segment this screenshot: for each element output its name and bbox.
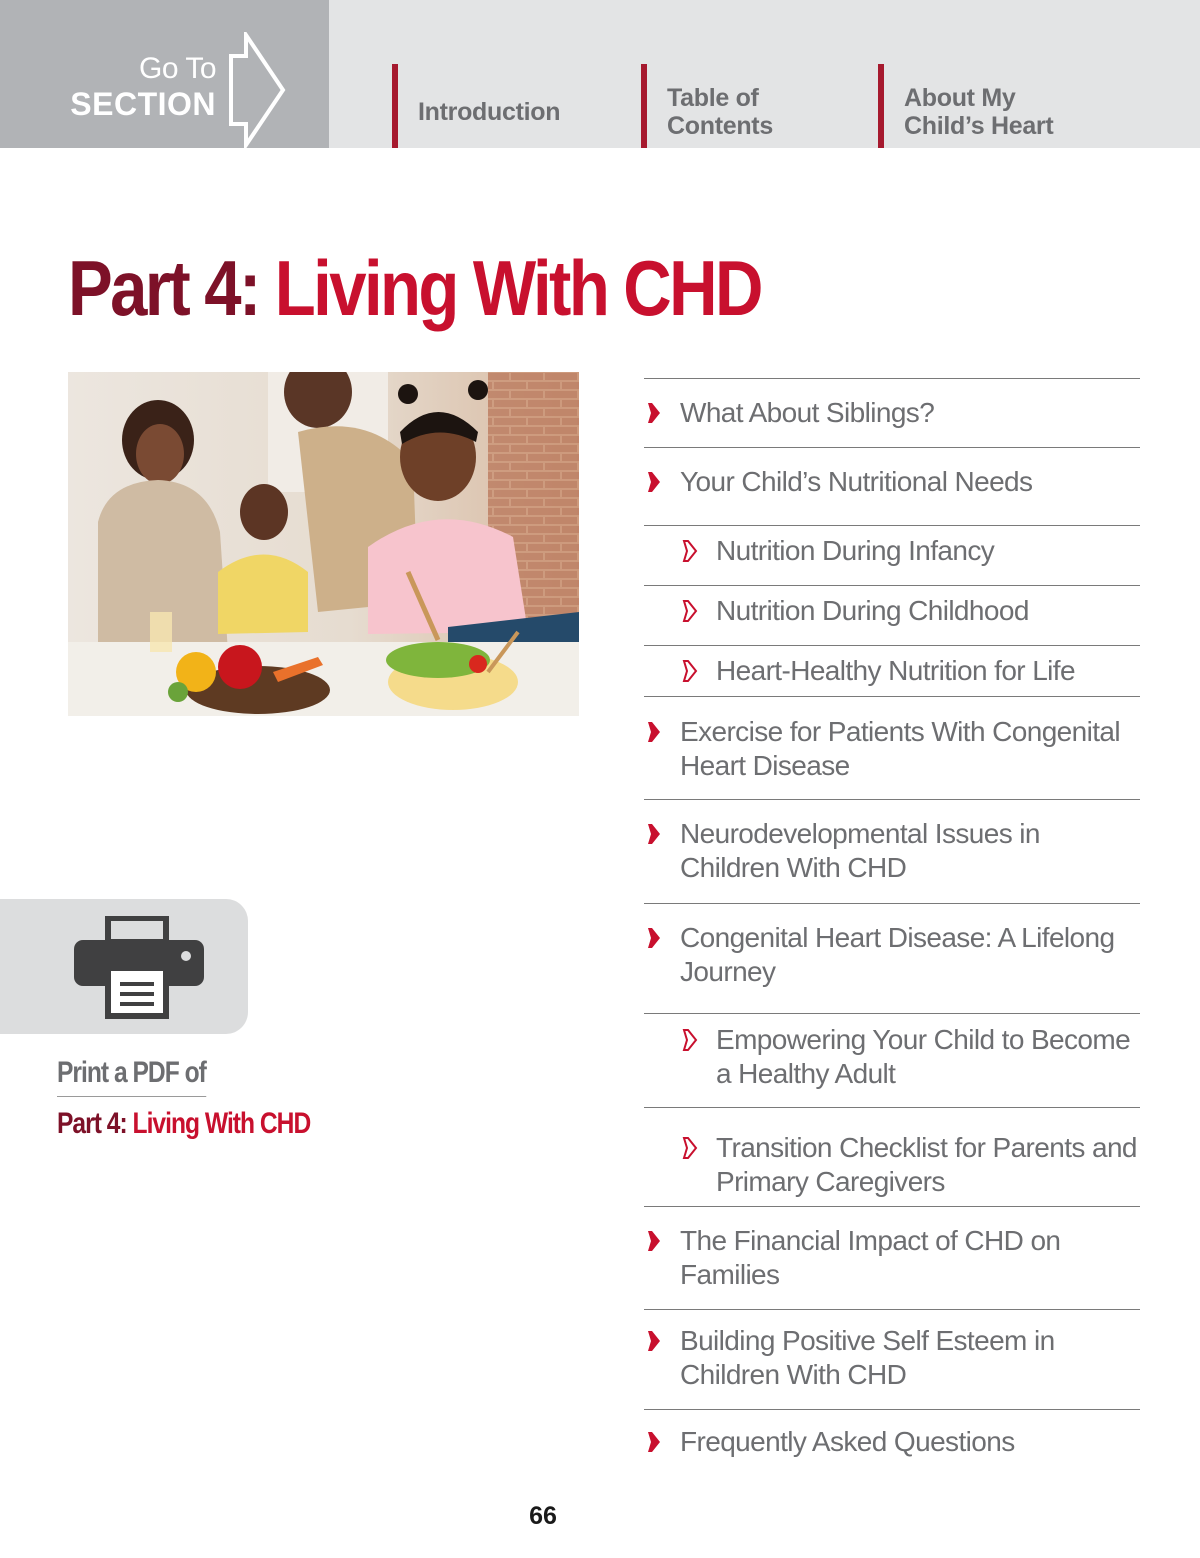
print-link-part: Part 4: — [57, 1107, 127, 1140]
nav-toc-line2: Contents — [667, 112, 773, 140]
outline-arrow-bullet-icon — [682, 1136, 698, 1160]
go-to-label: Go To — [139, 52, 216, 85]
page-title — [68, 243, 761, 333]
section-label: SECTION — [70, 86, 216, 122]
section-link-item[interactable] — [644, 1207, 1140, 1310]
section-link-item[interactable] — [644, 646, 1140, 697]
nav-about-my-childs-heart[interactable] — [878, 64, 1128, 148]
print-caption — [57, 1052, 311, 1143]
section-link-label: Frequently Asked Questions — [680, 1426, 1015, 1457]
filled-arrow-bullet-icon — [646, 1430, 662, 1454]
nav-table-of-contents-label — [667, 84, 773, 140]
filled-arrow-bullet-icon — [646, 926, 662, 950]
nav-toc-line1: Table of — [667, 84, 759, 112]
section-link-label: Exercise for Patients With Congenital Heart Disease — [680, 716, 1121, 781]
section-link-item[interactable] — [644, 800, 1140, 904]
print-pdf-button[interactable] — [0, 899, 248, 1034]
section-link-item[interactable] — [644, 1108, 1140, 1207]
filled-arrow-bullet-icon — [646, 822, 662, 846]
page-number: 66 — [529, 1502, 557, 1530]
nav-about-line2: Child’s Heart — [904, 112, 1054, 140]
section-link-label: What About Siblings? — [680, 397, 935, 428]
section-link-label: The Financial Impact of CHD on Families — [680, 1225, 1061, 1290]
section-link-item[interactable] — [644, 448, 1140, 526]
page-title-part: Part 4: — [68, 244, 259, 332]
nav-table-of-contents[interactable] — [641, 64, 861, 148]
section-link-label: Your Child’s Nutritional Needs — [680, 466, 1033, 497]
section-link-item[interactable] — [644, 904, 1140, 1014]
section-link-item[interactable] — [644, 379, 1140, 448]
outline-arrow-bullet-icon — [682, 1028, 698, 1052]
filled-arrow-bullet-icon — [646, 1329, 662, 1353]
top-navigation-bar — [0, 0, 1200, 148]
section-link-label: Empowering Your Child to Become a Healthy Adult — [716, 1024, 1131, 1089]
filled-arrow-bullet-icon — [646, 470, 662, 494]
go-to-section-panel — [0, 0, 329, 148]
filled-arrow-bullet-icon — [646, 1229, 662, 1253]
family-cooking-photo — [68, 372, 579, 716]
right-arrow-icon — [228, 32, 286, 148]
filled-arrow-bullet-icon — [646, 720, 662, 744]
page-title-main: Living With CHD — [274, 244, 761, 332]
nav-introduction-label: Introduction — [418, 98, 561, 126]
nav-about-line1: About My — [904, 84, 1016, 112]
nav-about-label — [904, 84, 1053, 140]
section-link-item[interactable] — [644, 526, 1140, 586]
section-link-label: Heart-Healthy Nutrition for Life — [716, 655, 1075, 686]
section-link-item[interactable] — [644, 1410, 1140, 1459]
outline-arrow-bullet-icon — [682, 659, 698, 683]
section-link-label: Building Positive Self Esteem in Children With CHD — [680, 1325, 1055, 1390]
outline-arrow-bullet-icon — [682, 539, 698, 563]
section-link-label: Neurodevelopmental Issues in Children With CHD — [680, 818, 1040, 883]
section-link-label: Nutrition During Childhood — [716, 595, 1029, 626]
printer-icon — [72, 916, 206, 1020]
section-link-item[interactable] — [644, 697, 1140, 800]
print-caption-line1: Print a PDF of — [57, 1052, 206, 1097]
print-link-main: Living With CHD — [132, 1107, 311, 1140]
nav-introduction[interactable] — [392, 64, 622, 148]
print-pdf-link[interactable] — [57, 1105, 311, 1143]
section-link-label: Congenital Heart Disease: A Lifelong Journey — [680, 922, 1115, 987]
filled-arrow-bullet-icon — [646, 401, 662, 425]
section-link-item[interactable] — [644, 1310, 1140, 1410]
section-link-item[interactable] — [644, 1014, 1140, 1108]
section-link-label: Nutrition During Infancy — [716, 535, 995, 566]
go-to-section-label — [70, 52, 216, 122]
section-link-item[interactable] — [644, 586, 1140, 646]
section-link-list — [644, 378, 1140, 1459]
section-link-label: Transition Checklist for Parents and Primary Caregivers — [716, 1132, 1137, 1197]
outline-arrow-bullet-icon — [682, 599, 698, 623]
